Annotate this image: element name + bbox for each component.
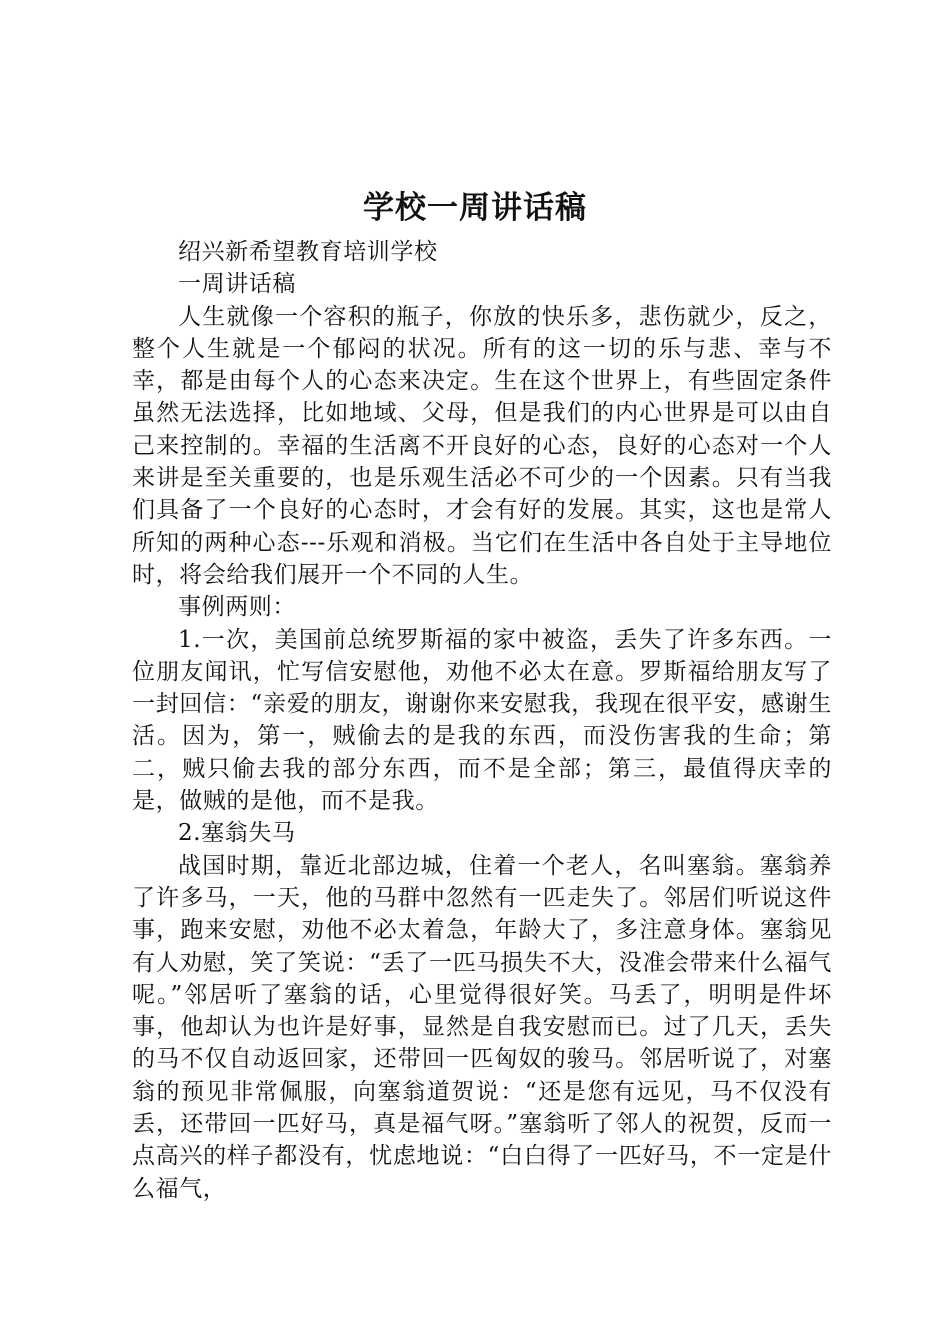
- intro-paragraph: 人生就像一个容积的瓶子，你放的快乐多，悲伤就少，反之，整个人生就是一个郁闷的状况。所有的这一切的乐与悲、幸与不幸，都是由每个人的心态来决定。生在这个世界上，有些固定条件虽然无法选择，比如地域、父母，但是我们的内心世界是可以由自己来控制的。幸福的生活离不开良好的心态，良好的心态对一个人来讲是至关重要的，也是乐观生活必不可少的一个因素。只有当我们具备了一个良好的心态时，才会有好的发展。其实，这也是常人所知的两种心态---乐观和消极。当它们在生活中各自处于主导地位时，将会给我们展开一个不同的人生。: [132, 303, 832, 588]
- example-one-paragraph: 1.一次，美国前总统罗斯福的家中被盗，丢失了许多东西。一位朋友闻讯，忙写信安慰他，劝他不必太在意。罗斯福给朋友写了一封回信：“亲爱的朋友，谢谢你来安慰我，我现在很平安，感谢生活。因为，第一，贼偷去的是我的东西，而没伤害我的生命；第二，贼只偷去我的部分东西，而不是全部；第三，最值得庆幸的是，做贼的是他，而不是我。: [132, 626, 832, 815]
- story-paragraph: 战国时期，靠近北部边城，住着一个老人，名叫塞翁。塞翁养了许多马，一天，他的马群中忽然有一匹走失了。邻居们听说这件事，跑来安慰，劝他不必太着急，年龄大了，多注意身体。塞翁见有人劝慰，笑了笑说：“丢了一匹马损失不大，没准会带来什么福气呢。”邻居听了塞翁的话，心里觉得很好笑。马丢了，明明是件坏事，他却认为也许是好事，显然是自我安慰而已。过了几天，丢失的马不仅自动返回家，还带回一匹匈奴的骏马。邻居听说了，对塞翁的预见非常佩服，向塞翁道贺说：“还是您有远见，马不仅没有丢，还带回一匹好马，真是福气呀。”塞翁听了邻人的祝贺，反而一点高兴的样子都没有，忧虑地说：“白白得了一匹好马，不一定是什么福气，: [132, 852, 832, 1202]
- document-body: [132, 236, 832, 1205]
- examples-heading: 事例两则：: [178, 594, 296, 621]
- document-title: 学校一周讲话稿: [363, 190, 587, 226]
- example-two-heading: 2.塞翁失马: [178, 820, 296, 847]
- school-name-line: 绍兴新希望教育培训学校: [178, 239, 438, 265]
- subtitle-line: 一周讲话稿: [178, 271, 296, 298]
